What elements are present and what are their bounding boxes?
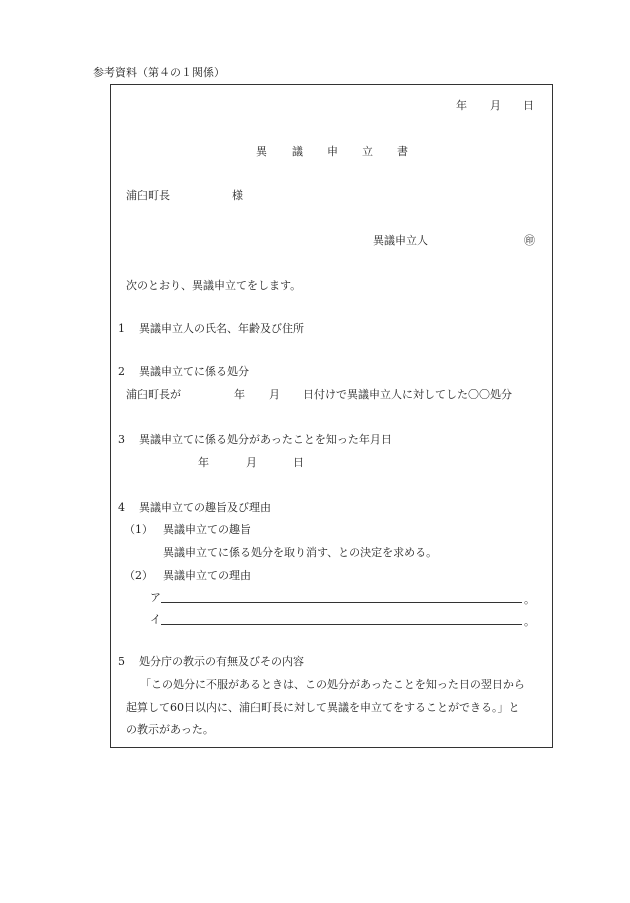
section3-number: 3 <box>118 433 125 446</box>
section5-body-line1: 「この処分に不服があるときは、この処分があったことを知った日の翌日から <box>140 678 525 691</box>
section4-sub2-heading: 異議申立ての理由 <box>163 569 251 582</box>
reason-item-i-label: イ <box>150 613 161 626</box>
section4-number: 4 <box>118 501 125 514</box>
title-char-2: 議 <box>292 145 303 158</box>
document-frame <box>110 84 553 748</box>
section2-number: 2 <box>118 365 125 378</box>
title-char-5: 書 <box>397 145 408 158</box>
section5-body-line3: の教示があった。 <box>126 723 214 736</box>
section2-line-start: 浦臼町長が <box>126 388 181 401</box>
reason-item-a-line <box>161 602 522 603</box>
section1-heading: 異議申立人の氏名、年齢及び住所 <box>139 322 304 335</box>
section2-year: 年 <box>234 388 245 401</box>
section3-heading: 異議申立てに係る処分があったことを知った年月日 <box>139 433 392 446</box>
reason-item-a-period: 。 <box>524 593 535 606</box>
section4-sub1-body: 異議申立てに係る処分を取り消す、との決定を求める。 <box>163 546 438 559</box>
title-char-1: 異 <box>256 145 267 158</box>
section3-day: 日 <box>293 456 304 469</box>
title-char-4: 立 <box>362 145 373 158</box>
section2-month: 月 <box>269 388 280 401</box>
title-char-3: 申 <box>327 145 338 158</box>
section2-line-end: 日付けで異議申立人に対してした〇〇処分 <box>303 388 512 401</box>
reason-item-i-period: 。 <box>524 615 535 628</box>
section4-sub1-number: （1） <box>124 523 153 536</box>
section5-heading: 処分庁の教示の有無及びその内容 <box>139 655 304 668</box>
addressee-honorific: 様 <box>232 189 243 202</box>
reference-label: 参考資料（第４の１関係） <box>93 66 225 79</box>
section4-sub2-number: （2） <box>124 569 153 582</box>
intro-text: 次のとおり、異議申立てをします。 <box>126 279 302 292</box>
section3-month: 月 <box>246 456 257 469</box>
section5-body-line2: 起算して60日以内に、浦臼町長に対して異議を申立てをすることができる。」と <box>126 701 520 714</box>
applicant-label: 異議申立人 <box>373 234 428 247</box>
section4-heading: 異議申立ての趣旨及び理由 <box>139 501 271 514</box>
section5-number: 5 <box>118 655 125 668</box>
date-day-label: 日 <box>523 99 534 112</box>
section1-number: 1 <box>118 322 125 335</box>
section3-year: 年 <box>198 456 209 469</box>
date-year-label: 年 <box>456 99 467 112</box>
reason-item-i-line <box>161 624 522 625</box>
date-month-label: 月 <box>490 99 501 112</box>
applicant-seal: ㊞ <box>524 234 535 247</box>
section4-sub1-heading: 異議申立ての趣旨 <box>163 523 251 536</box>
addressee-name: 浦臼町長 <box>126 189 170 202</box>
section2-heading: 異議申立てに係る処分 <box>139 365 249 378</box>
reason-item-a-label: ア <box>150 591 161 604</box>
